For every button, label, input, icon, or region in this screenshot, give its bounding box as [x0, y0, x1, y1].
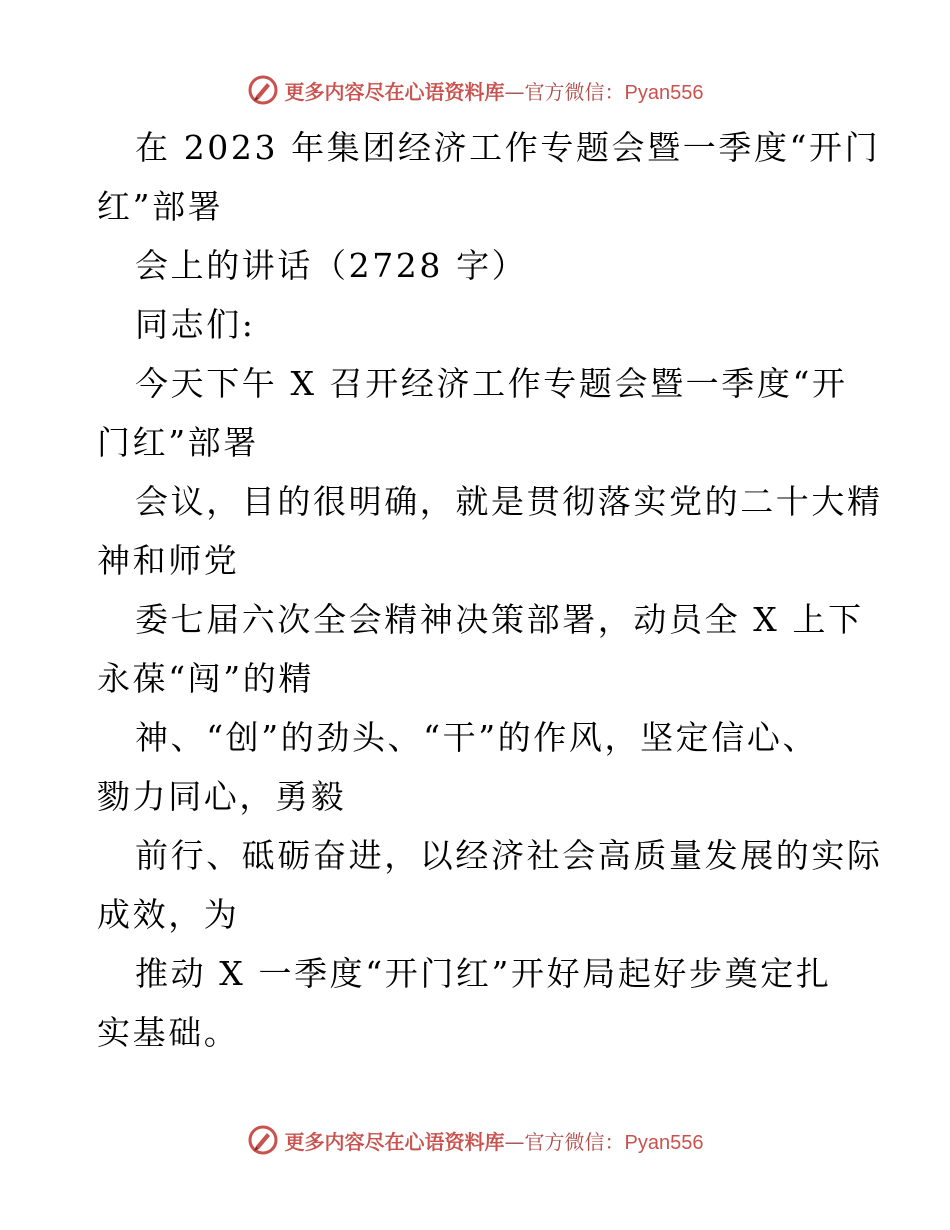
document-body	[97, 118, 883, 1062]
body-line: 神和师党	[97, 541, 240, 580]
body-line: 前行、砥砺奋进，以经济社会高质量发展的实际	[135, 836, 883, 875]
body-line: 今天下午 X 召开经济工作专题会暨一季度“开	[135, 364, 848, 403]
salutation: 同志们:	[135, 305, 256, 344]
pen-logo-icon	[247, 1124, 279, 1156]
body-line: 神、“创”的劲头、“干”的作风，坚定信心、	[135, 718, 819, 757]
title-line-1: 在 2023 年集团经济工作专题会暨一季度“开门	[135, 128, 881, 167]
header-watermark	[0, 72, 950, 108]
body-line: 永葆“闯”的精	[97, 659, 314, 698]
pen-logo-icon	[247, 74, 279, 106]
body-line: 委七届六次全会精神决策部署，动员全 X 上下	[135, 600, 864, 639]
title-line-3: 会上的讲话（2728 字）	[135, 246, 528, 285]
body-line: 实基础。	[97, 1013, 240, 1052]
body-line: 成效，为	[97, 895, 240, 934]
title-line-2: 红”部署	[97, 187, 224, 226]
watermark-site-text: 更多内容尽在心语资料库	[284, 79, 505, 104]
watermark-wechat-id: Pyan556	[624, 1131, 704, 1154]
watermark-site-text: 更多内容尽在心语资料库	[284, 1129, 505, 1154]
watermark-wechat-id: Pyan556	[624, 81, 704, 104]
watermark-separator: —	[504, 1129, 525, 1154]
body-line: 推动 X 一季度“开门红”开好局起好步奠定扎	[135, 954, 832, 993]
body-line: 门红”部署	[97, 423, 259, 462]
body-line: 会议，目的很明确，就是贯彻落实党的二十大精	[135, 482, 883, 521]
watermark-wechat-label: 官方微信：	[524, 1129, 625, 1154]
watermark-text	[285, 1126, 704, 1155]
body-line: 勠力同心，勇毅	[97, 777, 347, 816]
watermark-separator: —	[504, 79, 525, 104]
footer-watermark	[0, 1122, 950, 1158]
watermark-text	[285, 76, 704, 105]
watermark-wechat-label: 官方微信：	[524, 79, 625, 104]
